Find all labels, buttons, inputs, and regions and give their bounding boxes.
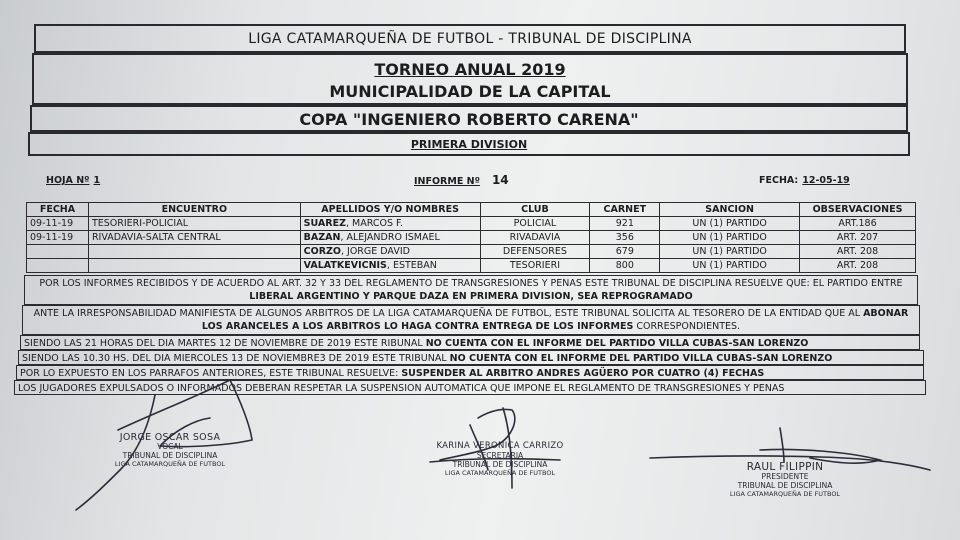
- cup-title: COPA "INGENIERO ROBERTO CARENA": [30, 105, 908, 132]
- hoja-value: 1: [93, 175, 101, 186]
- cell-sancion: UN (1) PARTIDO: [660, 217, 800, 231]
- resolution-emphasis: SUSPENDER AL ARBITRO ANDRES AGÜERO POR CUATRO (4) FECHAS: [401, 368, 765, 379]
- cell-carnet: 356: [590, 231, 660, 245]
- cell-carnet: 679: [590, 245, 660, 259]
- signature-league: LIGA CATAMARQUEÑA DE FUTBOL: [729, 490, 841, 498]
- player-name: , JORGE DAVID: [340, 245, 410, 257]
- hoja-label: HOJA Nº: [46, 175, 90, 186]
- resolution-emphasis: NO CUENTA CON EL INFORME DEL PARTIDO VILLA CUBAS-SAN LORENZO: [425, 338, 809, 349]
- resolution-text: POR LO EXPUESTO EN LOS PARRAFOS ANTERIORES, ESTE TRIBUNAL RESUELVE:: [20, 368, 402, 379]
- column-header: FECHA: [27, 203, 89, 217]
- tournament-title: TORNEO ANUAL 2019: [374, 60, 566, 79]
- cell-sancion: UN (1) PARTIDO: [660, 231, 800, 245]
- resolution-text: ANTE LA IRRESPONSABILIDAD MANIFIESTA DE ALGUNOS ARBITROS DE LA LIGA CATAMARQUEÑA DE FUTBOL, ESTE TRIBUNAL SOLICITA AL TESORERO DE LA ENTIDAD QUE AL: [33, 308, 864, 319]
- resolution-text: SIENDO LAS 21 HORAS DEL DIA MARTES 12 DE NOVIEMBRE DE 2019 ESTE RIBUNAL: [24, 338, 426, 349]
- player-surname: SUAREZ: [303, 217, 346, 229]
- signature-carrizo: [420, 442, 580, 478]
- player-name: , ALEJANDRO ISMAEL: [340, 231, 440, 243]
- column-header: OBSERVACIONES: [800, 203, 916, 217]
- cell-encuentro: TESORIERI-POLICIAL: [88, 217, 300, 231]
- signature-role: VOCAL: [157, 442, 183, 451]
- player-name: , ESTEBAN: [386, 259, 437, 271]
- signature-role: SECRETARIA: [476, 451, 524, 460]
- resolution-text: POR LOS INFORMES RECIBIDOS Y DE ACUERDO AL ART. 32 Y 33 DEL REGLAMENTO DE TRANSGRESIONES Y PENAS ESTE TRIBUNAL DE DISCIPLINA RESUELVE QUE: EL PARTIDO ENTRE: [39, 278, 903, 289]
- cell-sancion: UN (1) PARTIDO: [660, 245, 800, 259]
- cell-club: POLICIAL: [480, 217, 590, 231]
- column-header: CARNET: [590, 203, 660, 217]
- cell-club: TESORIERI: [480, 259, 590, 273]
- cell-sancion: UN (1) PARTIDO: [660, 259, 800, 273]
- fecha-label: FECHA:: [759, 175, 799, 186]
- cell-fecha: 09-11-19: [27, 217, 89, 231]
- cell-club: RIVADAVIA: [480, 231, 590, 245]
- player-name: , MARCOS F.: [345, 217, 403, 229]
- resolution-text: CORRESPONDIENTES.: [633, 321, 741, 332]
- cell-observaciones: ART. 208: [800, 245, 916, 259]
- column-header: ENCUENTRO: [88, 203, 300, 217]
- player-surname: VALATKEVICNIS: [303, 259, 387, 271]
- signature-filippin: [705, 463, 865, 499]
- signature-name: JORGE OSCAR SOSA: [119, 432, 221, 443]
- resolution-text: SIENDO LAS 10.30 HS. DEL DIA MIERCOLES 13 DE NOVIEMBRE3 DE 2019 ESTE TRIBUNAL: [22, 353, 450, 364]
- column-header: CLUB: [480, 203, 590, 217]
- resolution-emphasis: NO CUENTA CON EL INFORME DEL PARTIDO VILLA CUBAS-SAN LORENZO: [449, 353, 833, 364]
- resolution-emphasis: ABONAR LOS ARANCELES A LOS ARBITROS LO HAGA CONTRA ENTREGA DE LOS INFORMES: [201, 308, 909, 332]
- column-header: SANCION: [660, 203, 800, 217]
- player-surname: BAZAN: [303, 231, 341, 243]
- cell-observaciones: ART. 208: [800, 259, 916, 273]
- resolution-automatic-suspension: LOS JUGADORES EXPULSADOS O INFORMADOS DEBERAN RESPETAR LA SUSPENSION AUTOMATICA QUE IMPONE EL REGLAMENTO DE TRANSGRESIONES Y PENAS: [14, 380, 926, 395]
- league-title: LIGA CATAMARQUEÑA DE FUTBOL - TRIBUNAL DE DISCIPLINA: [34, 24, 906, 53]
- signature-name: KARINA VERONICA CARRIZO: [436, 441, 564, 451]
- division-title: PRIMERA DIVISION: [28, 132, 910, 156]
- signature-name: RAUL FILIPPIN: [746, 461, 824, 473]
- cell-club: DEFENSORES: [480, 245, 590, 259]
- informe-label: INFORME Nº: [414, 176, 480, 187]
- cell-observaciones: ART. 207: [800, 231, 916, 245]
- cell-fecha: 09-11-19: [27, 231, 89, 245]
- resolution-emphasis: LIBERAL ARGENTINO Y PARQUE DAZA EN PRIMERA DIVISION, SEA REPROGRAMADO: [249, 291, 693, 302]
- informe-value: 14: [491, 173, 509, 187]
- cell-carnet: 800: [590, 259, 660, 273]
- cell-carnet: 921: [590, 217, 660, 231]
- fecha-value: 12-05-19: [802, 175, 850, 186]
- signature-body: TRIBUNAL DE DISCIPLINA: [452, 460, 548, 469]
- signature-role: PRESIDENTE: [761, 472, 809, 481]
- cell-encuentro: RIVADAVIA-SALTA CENTRAL: [88, 231, 300, 245]
- column-header: APELLIDOS Y/O NOMBRES: [300, 203, 480, 217]
- signature-body: TRIBUNAL DE DISCIPLINA: [737, 481, 833, 490]
- signature-body: TRIBUNAL DE DISCIPLINA: [122, 451, 218, 460]
- player-surname: CORZO: [303, 245, 341, 257]
- cell-observaciones: ART.186: [800, 217, 916, 231]
- sponsor-title: MUNICIPALIDAD DE LA CAPITAL: [329, 82, 611, 101]
- signature-league: LIGA CATAMARQUEÑA DE FUTBOL: [114, 460, 226, 468]
- signature-sosa: [90, 433, 250, 469]
- signature-league: LIGA CATAMARQUEÑA DE FUTBOL: [444, 469, 556, 477]
